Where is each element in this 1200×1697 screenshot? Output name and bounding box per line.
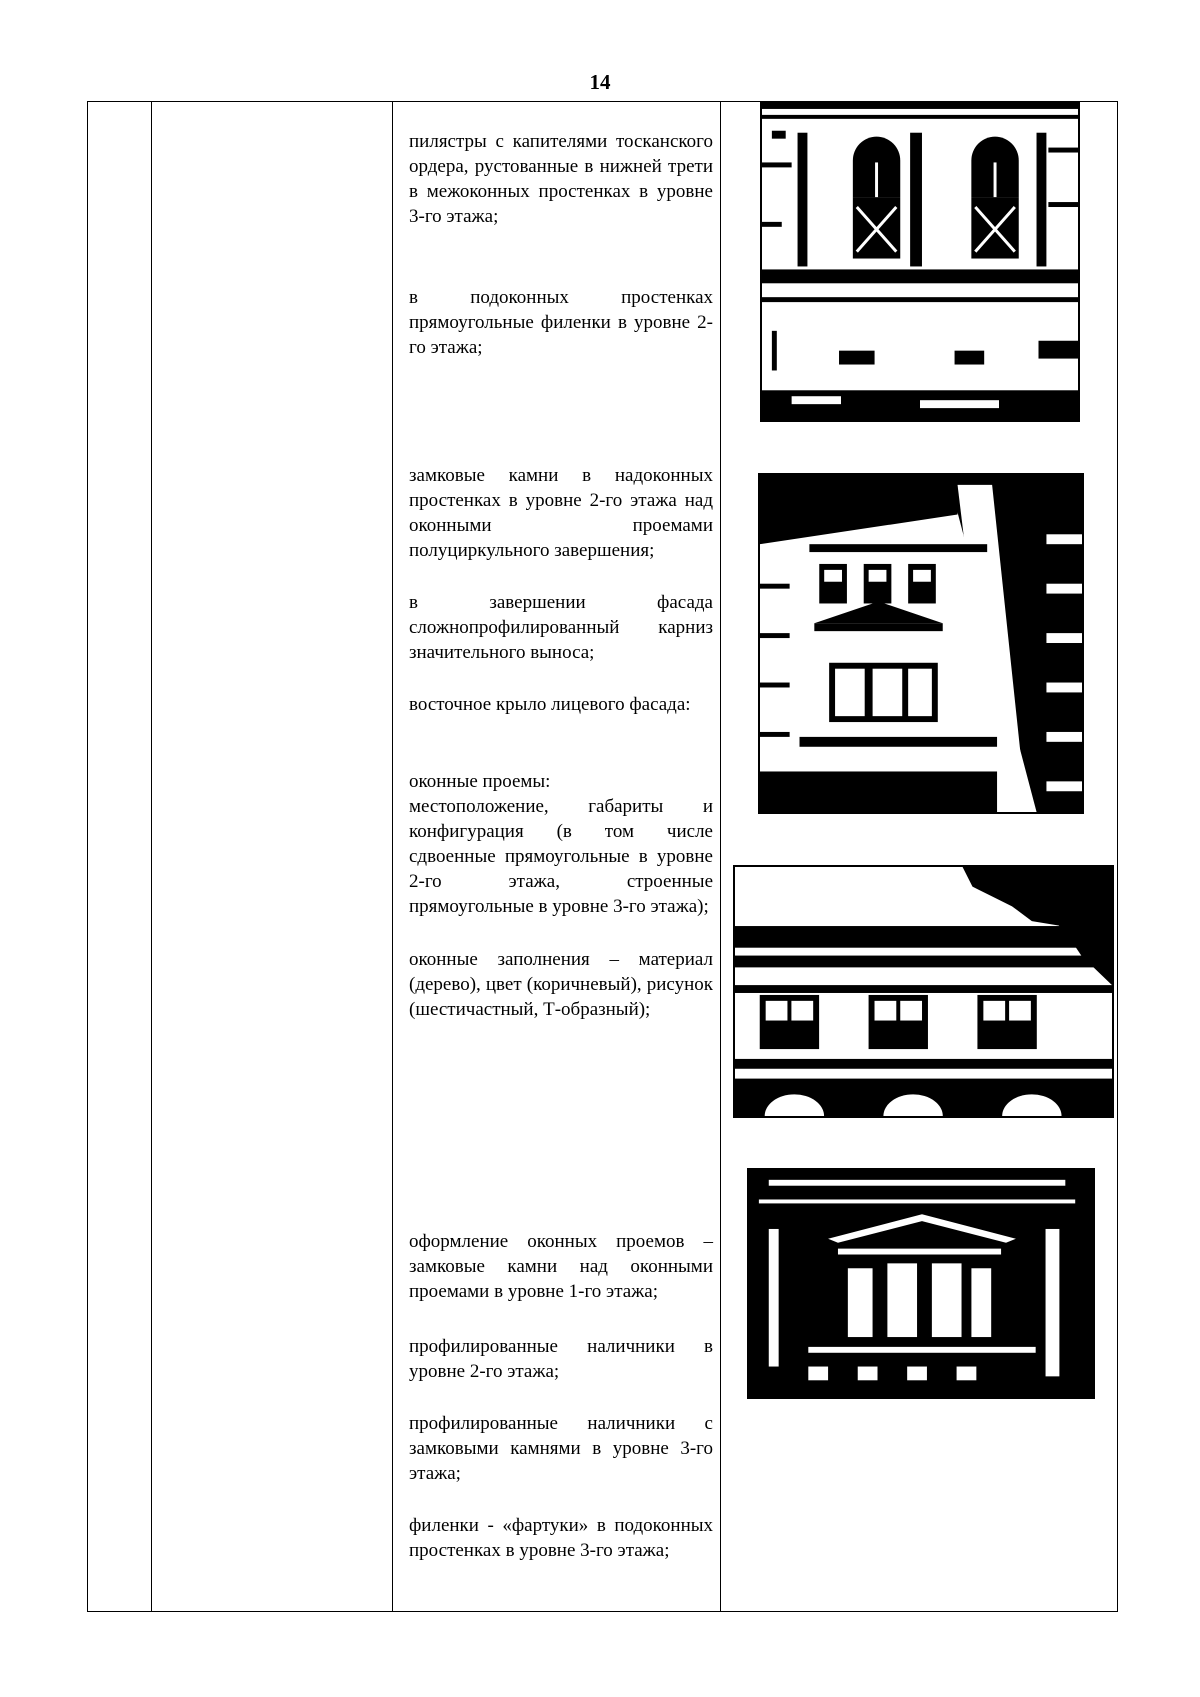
description-architraves-2nd: профилированные наличники в уровне 2-го этажа; <box>409 1336 713 1382</box>
column-divider-3 <box>720 102 721 1611</box>
description-cornice: в завершении фасада сложнопрофилированный карниз значительного выноса; <box>409 592 713 663</box>
facade-photo-2 <box>758 473 1084 814</box>
description-window-decoration: оформление оконных проемов – замковые камни над оконными проемами в уровне 1-го этажа; <box>409 1231 713 1302</box>
facade-photo-4 <box>747 1168 1095 1399</box>
column-divider-2 <box>392 102 393 1611</box>
document-table <box>87 101 1118 1612</box>
description-pilasters: пилястры с капителями тосканского ордера, рустованные в нижней трети в межоконных простенках в уровне 3-го этажа; <box>409 131 713 227</box>
description-window-configuration: местоположение, габариты и конфигурация (в том числе сдвоенные прямоугольные в уровне 2-го этажа, строенные прямоугольные в уровне 3-го этажа); <box>409 796 713 917</box>
description-architraves-3rd: профилированные наличники с замковыми камнями в уровне 3-го этажа; <box>409 1413 713 1484</box>
description-window-fillings: оконные заполнения – материал (дерево), цвет (коричневый), рисунок (шестичастный, Т-образный); <box>409 949 713 1020</box>
column-divider-1 <box>151 102 152 1611</box>
description-east-wing: восточное крыло лицевого фасада: <box>409 694 691 715</box>
description-keystones: замковые камни в надоконных простенках в уровне 2-го этажа над оконными проемами полуциркульного завершения; <box>409 465 713 561</box>
page-number: 14 <box>589 70 611 94</box>
description-panels-2nd-floor: в подоконных простенках прямоугольные филенки в уровне 2-го этажа; <box>409 287 713 358</box>
facade-photo-1 <box>760 101 1080 422</box>
description-window-openings: оконные проемы: <box>409 771 551 792</box>
description-aprons: филенки - «фартуки» в подоконных простенках в уровне 3-го этажа; <box>409 1515 713 1561</box>
facade-photo-3 <box>733 865 1114 1118</box>
